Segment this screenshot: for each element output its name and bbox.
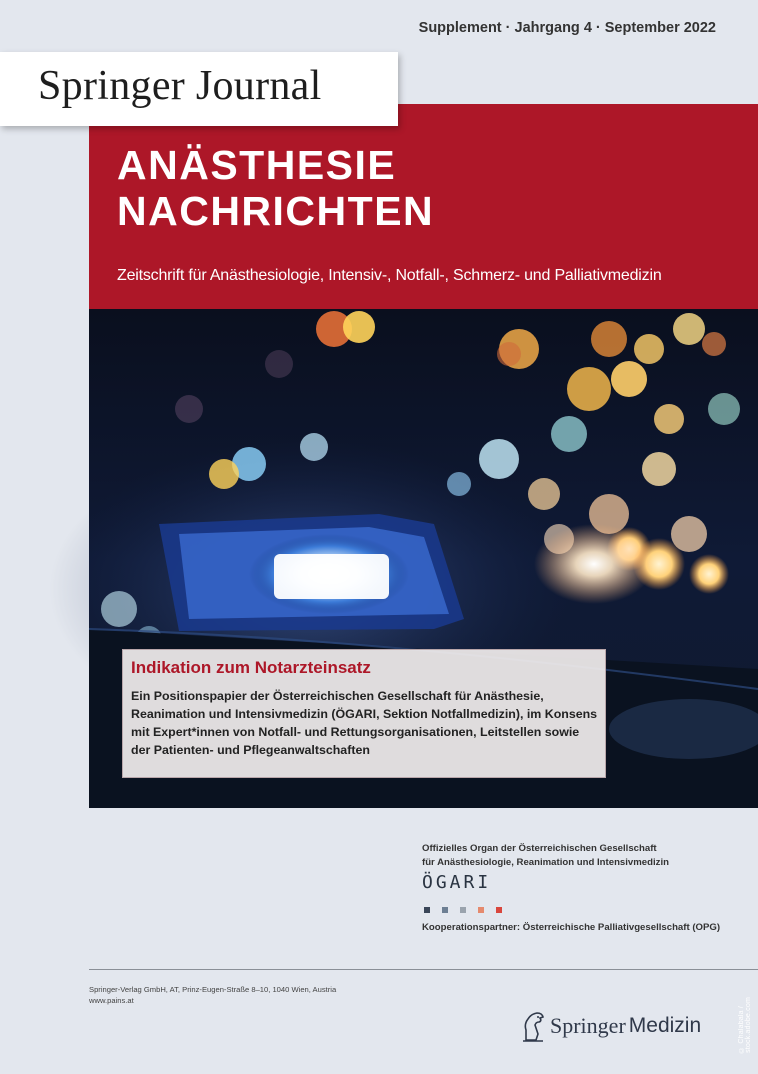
journal-title-line1: ANÄSTHESIE	[117, 142, 397, 188]
feature-box	[122, 649, 606, 778]
official-organ-line1: Offizielles Organ der Österreichischen Gesellschaft	[422, 843, 657, 854]
supplement-line: Supplement · Jahrgang 4 · September 2022	[418, 20, 716, 36]
logo-square	[478, 907, 484, 913]
publisher-website: www.pains.at	[89, 996, 134, 1005]
logo-square	[496, 907, 502, 913]
logo-square	[424, 907, 430, 913]
feature-text: Ein Positionspapier der Österreichischen Gesellschaft für Anästhesie, Reanimation und Intensivmedizin (ÖGARI, Sektion Notfallmedizin), im Konsens mit Expert*innen von Notfall- und Rettungsorganisationen, Leitstellen sowie der Patienten- und Pflegeanwaltschaften	[131, 689, 598, 757]
cooperation-partner: Kooperationspartner: Österreichische Palliativgesellschaft (OPG)	[422, 922, 721, 933]
springer-medizin-logo	[520, 1010, 701, 1042]
official-organ-line2: für Anästhesiologie, Reanimation und Intensivmedizin	[422, 857, 669, 868]
publisher-address: Springer-Verlag GmbH, AT, Prinz-Eugen-Straße 8–10, 1040 Wien, Austria	[89, 985, 337, 994]
journal-title	[117, 142, 434, 234]
series-name: Springer Journal	[38, 63, 322, 109]
title-band	[89, 104, 758, 309]
ogari-logo-squares	[424, 900, 514, 918]
footer-divider	[89, 969, 758, 970]
brand-name: Springer	[550, 1013, 626, 1038]
logo-square	[460, 907, 466, 913]
logo-square	[442, 907, 448, 913]
ogari-logo: ÖGARI	[422, 872, 492, 893]
photo-credit: © Chalabala / stock.adobe.com	[738, 997, 752, 1053]
brand-suffix: Medizin	[628, 1014, 702, 1037]
official-organ	[422, 842, 669, 870]
journal-subtitle: Zeitschrift für Anästhesiologie, Intensiv-, Notfall-, Schmerz- und Palliativmedizin	[117, 267, 662, 284]
publisher-info	[89, 984, 336, 1006]
feature-headline: Indikation zum Notarzteinsatz	[131, 658, 371, 677]
springer-horse-icon	[520, 1010, 546, 1042]
journal-title-line2: NACHRICHTEN	[117, 188, 435, 234]
series-tab	[0, 52, 398, 126]
